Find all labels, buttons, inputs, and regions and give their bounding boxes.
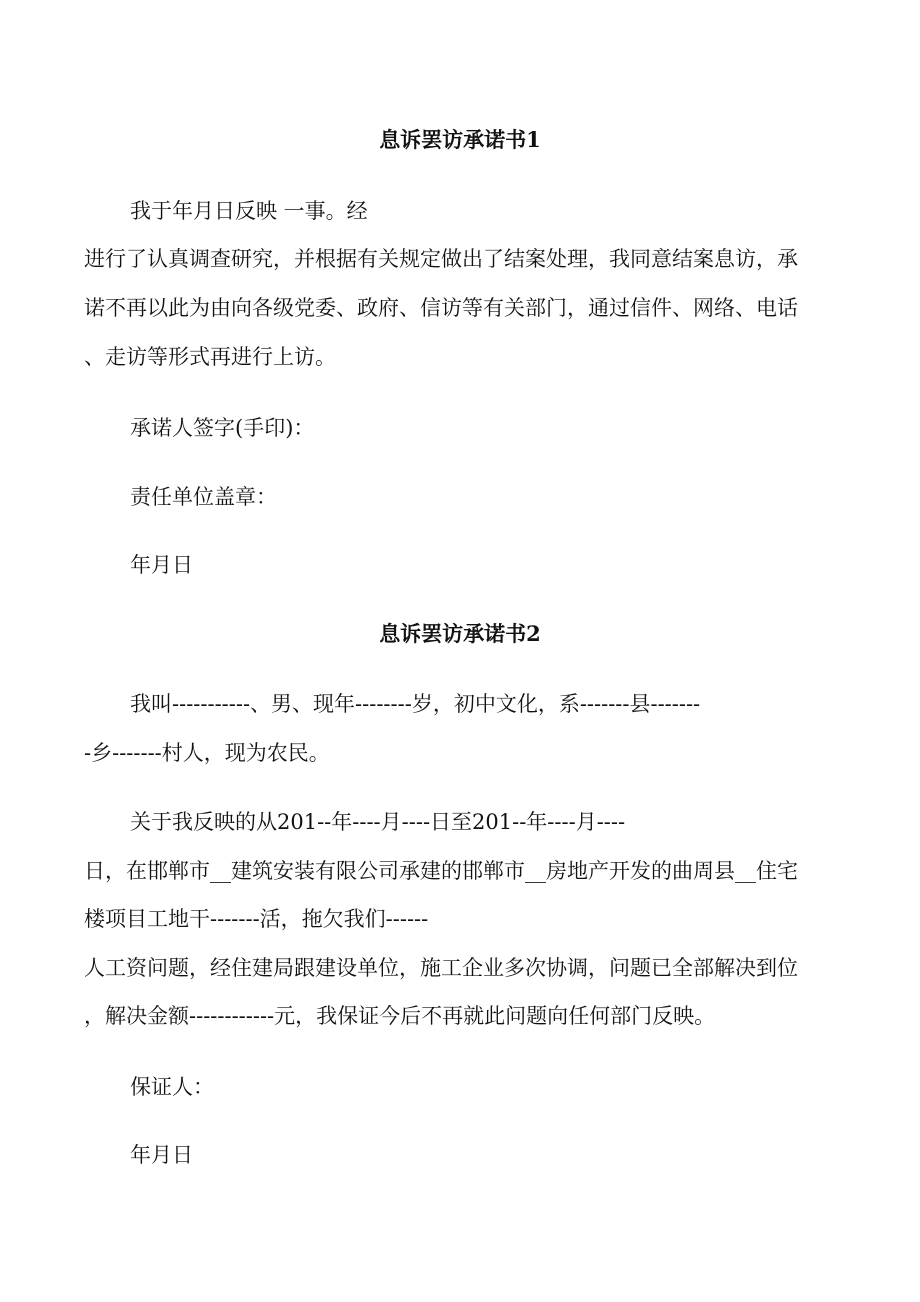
letter2-guarantor-label: 保证人： bbox=[130, 1075, 214, 1099]
letter1-title: 息诉罢访承诺书1 bbox=[379, 127, 541, 152]
letter1-signature-label: 承诺人签字(手印)： bbox=[130, 416, 315, 440]
letter2-paragraph-line: 日，在邯郸市__建筑安装有限公司承建的邯郸市__房地产开发的曲周县__住宅 bbox=[84, 859, 798, 883]
letter1-paragraph-line: 诺不再以此为由向各级党委、政府、信访等有关部门，通过信件、网络、电话 bbox=[84, 296, 798, 320]
letter2-paragraph-line: 我叫-----------、男、现年--------岁，初中文化，系-------县------- bbox=[130, 692, 701, 716]
letter2-paragraph-line: ，解决金额------------元，我保证今后不再就此问题向任何部门反映。 bbox=[84, 1004, 716, 1028]
letter2-paragraph-line: 人工资问题，经住建局跟建设单位，施工企业多次协调，问题已全部解决到位 bbox=[84, 956, 798, 980]
letter1-date-label: 年月日 bbox=[130, 553, 193, 577]
letter2-paragraph-line: -乡-------村人，现为农民。 bbox=[84, 741, 330, 765]
letter1-paragraph-line: 、走访等形式再进行上访。 bbox=[84, 345, 336, 369]
letter2-title: 息诉罢访承诺书2 bbox=[379, 621, 541, 646]
letter2-paragraph-line: 楼项目工地干-------活，拖欠我们------ bbox=[84, 907, 429, 931]
letter1-paragraph-line: 我于年月日反映 一事。经 bbox=[130, 199, 368, 223]
letter1-paragraph-line: 进行了认真调查研究，并根据有关规定做出了结案处理，我同意结案息访，承 bbox=[84, 247, 798, 271]
letter2-paragraph-line: 关于我反映的从201--年----月----日至201--年----月---- bbox=[130, 810, 626, 834]
letter1-seal-label: 责任单位盖章： bbox=[130, 485, 277, 509]
letter2-date-label: 年月日 bbox=[130, 1143, 193, 1167]
